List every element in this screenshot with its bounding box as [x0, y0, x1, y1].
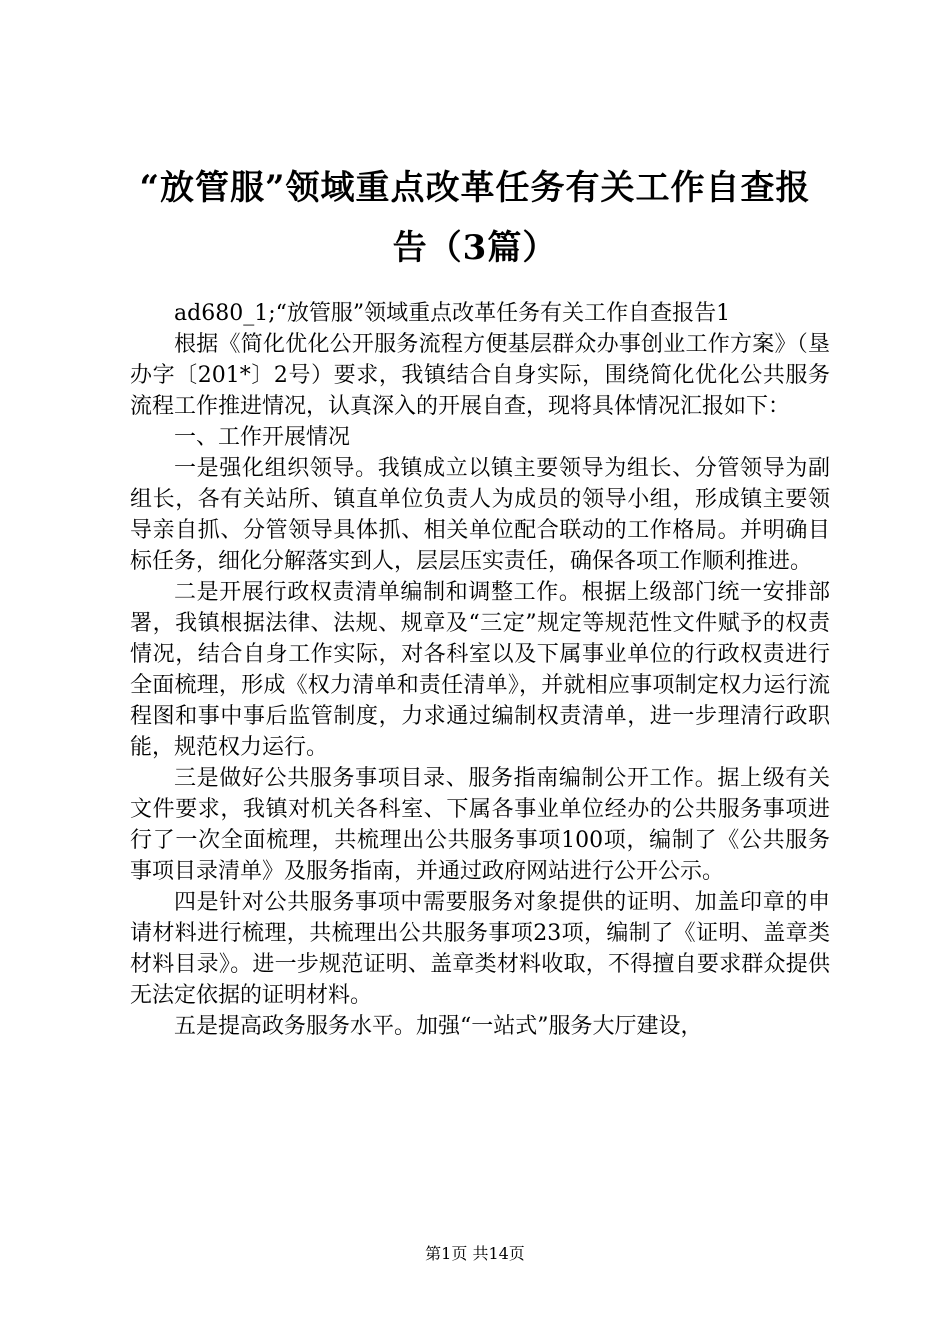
paragraph-item-5: 五是提高政务服务水平。加强“一站式”服务大厅建设， [174, 1014, 703, 1039]
paragraph-item-2: 二是开展行政权责清单编制和调整工作。根据上级部门统一安排部署，我镇根据法律、法规、规章及“三定”规定等规范性文件赋予的权责情况，结合自身工作实际，对各科室以及下属事业单位的行政权责进行全面梳理，形成《权力清单和责任清单》，并就相应事项制定权力运行流程图和事中事后监管制度，力求通过编制权责清单，进一步理清行政职能，规范权力运行。 [130, 580, 830, 760]
paragraph-heading-ref: ad680_1;“放管服”领域重点改革任务有关工作自查报告1 [174, 301, 731, 326]
document-title [110, 158, 840, 278]
paragraph-intro: 根据《简化优化公开服务流程方便基层群众办事创业工作方案》（垦办字〔201*〕2号）要求，我镇结合自身实际，围绕简化优化公共服务流程工作推进情况，认真深入的开展自查，现将具体情况汇报如下： [130, 332, 830, 419]
paragraph-item-1: 一是强化组织领导。我镇成立以镇主要领导为组长、分管领导为副组长，各有关站所、镇直单位负责人为成员的领导小组，形成镇主要领导亲自抓、分管领导具体抓、相关单位配合联动的工作格局。并明确目标任务，细化分解落实到人，层层压实责任，确保各项工作顺利推进。 [130, 456, 830, 574]
section-heading: 一、工作开展情况 [174, 425, 351, 450]
title-line-2: 告（3篇） [392, 228, 558, 268]
title-line-1: “放管服”领域重点改革任务有关工作自查报 [139, 168, 811, 208]
paragraph-item-3: 三是做好公共服务事项目录、服务指南编制公开工作。据上级有关文件要求，我镇对机关各科室、下属各事业单位经办的公共服务事项进行了一次全面梳理，共梳理出公共服务事项100项，编制了《公共服务事项目录清单》及服务指南，并通过政府网站进行公开公示。 [130, 766, 830, 884]
page-footer: 第1页 共14页 [425, 1244, 525, 1263]
document-body [130, 298, 830, 1042]
paragraph-item-4: 四是针对公共服务事项中需要服务对象提供的证明、加盖印章的申请材料进行梳理，共梳理出公共服务事项23项，编制了《证明、盖章类材料目录》。进一步规范证明、盖章类材料收取，不得擅自要求群众提供无法定依据的证明材料。 [130, 890, 830, 1008]
